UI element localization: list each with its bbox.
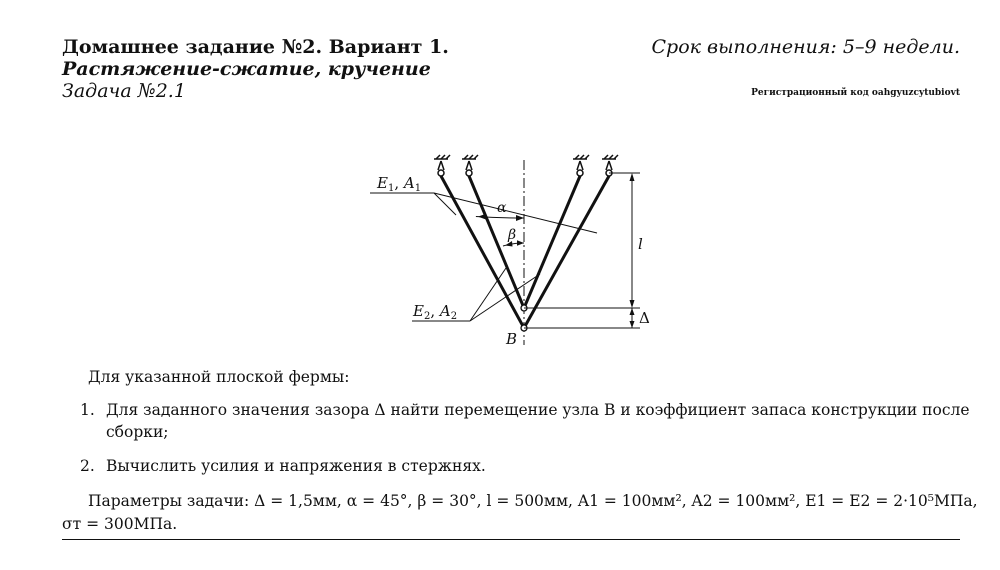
label-alpha: α <box>497 200 507 216</box>
label-l: l <box>638 235 643 253</box>
label-B: B <box>506 330 518 348</box>
task-number: Задача №2.1 <box>62 80 186 102</box>
list-item-number: 2. <box>80 457 95 475</box>
label-E1A1: $E_1$, $A_1$ <box>377 174 422 194</box>
list-item-text: Вычислить усилия и напряжения в стержнях. <box>106 457 486 475</box>
deadline: Срок выполнения: 5–9 недели. <box>651 36 960 58</box>
intro-text: Для указанной плоской фермы: <box>88 368 350 386</box>
support-1 <box>434 155 450 176</box>
support-2 <box>462 155 478 176</box>
bottom-rule <box>62 539 960 540</box>
label-beta: β <box>508 227 517 243</box>
list-item-text: Для заданного значения зазора Δ найти перемещение узла B и коэффициент запаса конструкции после <box>106 401 970 419</box>
page-title: Домашнее задание №2. Вариант 1. <box>62 36 449 58</box>
rod-1-right <box>524 176 609 328</box>
label-E2A2: $E_2$, $A_2$ <box>413 302 458 322</box>
support-3 <box>573 155 589 176</box>
task-parameters: Параметры задачи: Δ = 1,5мм, α = 45°, β = 30°, l = 500мм, A1 = 100мм², A2 = 100мм², E1 = E2 = 2·10⁵МПа, <box>88 492 978 510</box>
label-delta: Δ <box>639 309 650 327</box>
page-subtitle: Растяжение-сжатие, кручение <box>62 58 431 80</box>
list-item-text: сборки; <box>106 423 169 441</box>
list-item-number: 1. <box>80 401 95 419</box>
task-parameters-continued: σт = 300МПа. <box>62 515 178 533</box>
rod-1-left <box>441 176 524 328</box>
registration-code: Регистрационный код oahgyuzcytubiovt <box>751 88 960 98</box>
